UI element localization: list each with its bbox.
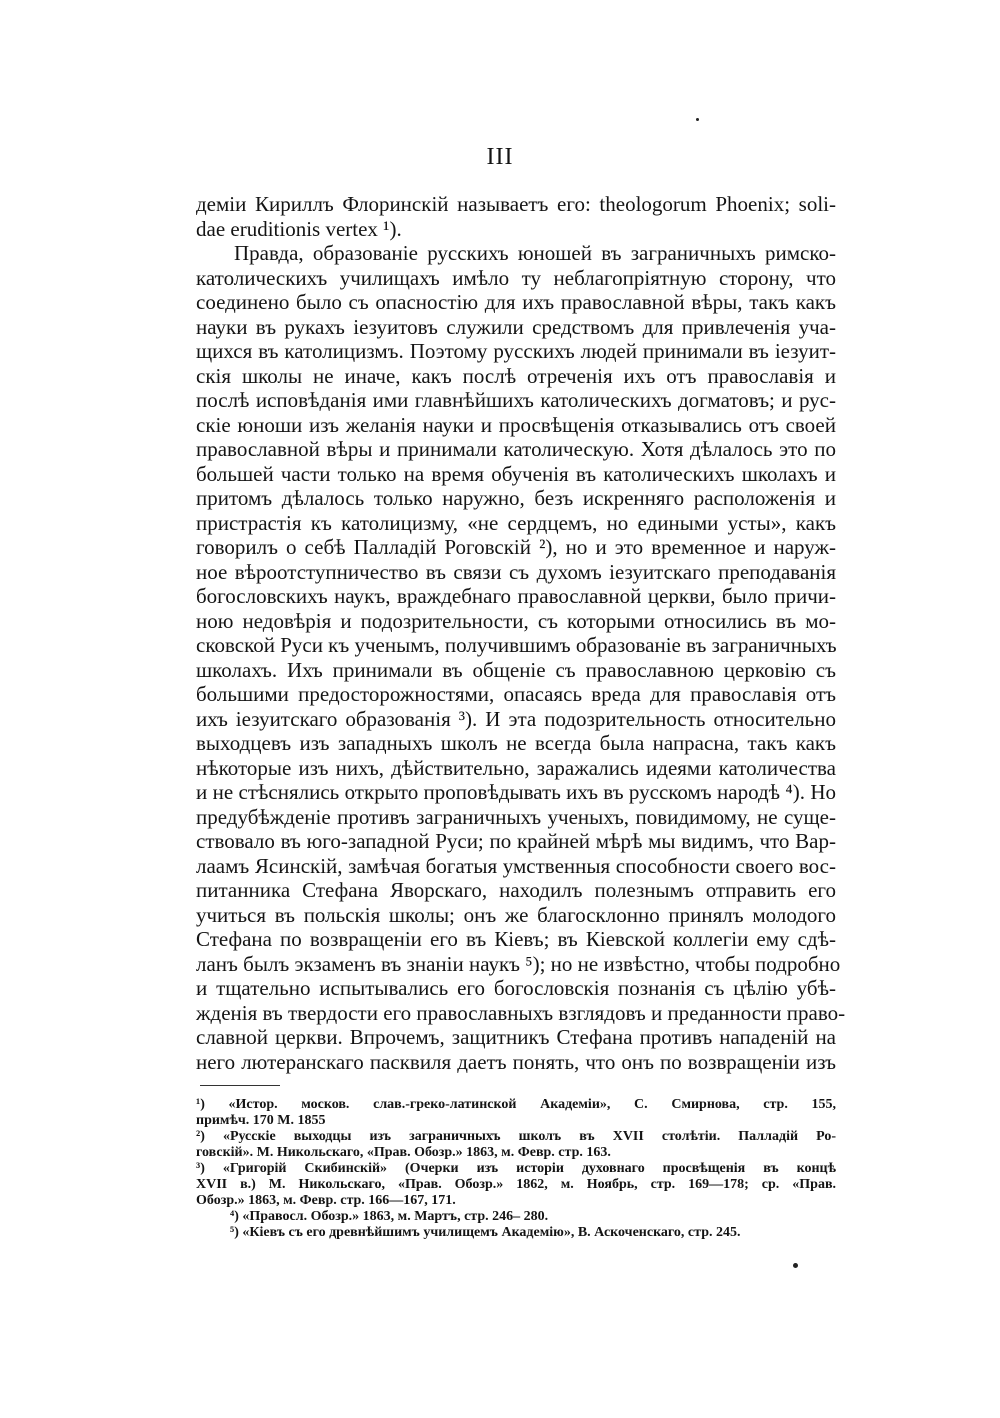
text-line: послѣ исповѣданія ими главнѣйшихъ католическихъ догматовъ; и рус- — [196, 388, 836, 412]
footnote-line: ⁴) «Правосл. Обозр.» 1863, м. Мартъ, стр. 246– 280. — [230, 1209, 549, 1224]
footnote-line: примѣч. 170 М. 1855 — [196, 1113, 326, 1128]
text-line: ствовало въ юго-западной Руси; по крайней мѣрѣ мы видимъ, что Вар- — [196, 829, 836, 853]
page-number: III — [486, 144, 514, 170]
text-line: деміи Кириллъ Флоринскій называетъ его: theologorum Phoenix; soli- — [196, 192, 836, 216]
footnote-line: ²) «Русскіе выходцы изъ заграничныхъ школъ въ XVII столѣтіи. Палладій Ро- — [196, 1129, 836, 1144]
text-line: говорилъ о себѣ Палладій Роговскій ²), но и это временное и наруж- — [196, 535, 836, 559]
text-line: лаамъ Ясинскій, замѣчая богатыя умственныя способности своего вос- — [196, 853, 836, 878]
footnote-line: ¹) «Истор. москов. слав.-греко-латинской Академіи», С. Смирнова, стр. 155, — [196, 1097, 836, 1112]
text-line: учиться въ польскія школы; онъ же благосклонно принялъ молодого — [196, 902, 836, 927]
text-line: ное вѣроотступничество въ связи съ духомъ іезуитскаго преподаванія — [196, 559, 836, 584]
text-line: пристрастія къ католицизму, «не сердцемъ, но едиными усты», какъ — [196, 510, 836, 535]
text-line: предубѣжденіе противъ заграничныхъ ученыхъ, повидимому, не суще- — [196, 804, 836, 829]
text-line: него лютеранскаго пасквиля даетъ понять, что онъ по возвращеніи изъ — [196, 1049, 836, 1074]
paragraph-start-line: Правда, образованіе русскихъ юношей въ заграничныхъ римско- — [234, 241, 836, 265]
footnote-line: ⁵) «Кіевъ съ его древнѣйшимъ училищемъ Академію», В. Аскоченскаго, стр. 245. — [230, 1225, 741, 1240]
text-line: соединено было съ опасностію для ихъ православной вѣры, такъ какъ — [196, 290, 836, 314]
text-line: притомъ дѣлалось только наружно, безъ искренняго расположенія и — [196, 486, 836, 510]
text-line: школахъ. Ихъ принимали въ общеніе съ православною церковію съ — [196, 657, 836, 682]
text-line: сковской Руси къ ученымъ, получившимъ образованіе въ заграничныхъ — [196, 633, 837, 657]
text-line: щихся въ католицизмъ. Поэтому русскихъ людей принимали въ іезуит- — [196, 339, 836, 363]
text-line: православной вѣры и принимали католическую. Хотя дѣлалось это по — [196, 437, 836, 461]
text-line: Стефана по возвращеніи его въ Кіевъ; въ Кіевской коллегіи ему сдѣ- — [196, 927, 836, 951]
body-text — [196, 192, 846, 1074]
footnotes — [196, 1097, 836, 1241]
text-line: и тщательно испытывались его богословскія познанія съ цѣлію убѣ- — [196, 976, 836, 1000]
footnote-line: XVII в.) М. Никольскаго, «Прав. Обозр.» 1862, м. Ноябрь, стр. 169—178; ср. «Прав. — [196, 1177, 836, 1192]
text-line: dae eruditionis vertex ¹). — [196, 216, 402, 241]
footnote-line: ³) «Григорій Скибинскій» (Очерки изъ исторіи духовнаго просвѣщенія въ концѣ — [196, 1161, 836, 1176]
text-line: ихъ іезуитскаго образованія ³). И эта подозрительность относительно — [196, 706, 836, 731]
text-line: науки въ рукахъ іезуитовъ служили средствомъ для привлеченія уча- — [196, 314, 836, 339]
text-line: католическихъ училищахъ имѣло ту неблагопріятную сторону, что — [196, 265, 836, 290]
ink-speck — [696, 118, 699, 121]
footnote-divider — [200, 1085, 280, 1086]
text-line: богословскихъ наукъ, враждебнаго православной церкви, было причи- — [196, 584, 836, 608]
text-line: скія школы не иначе, какъ послѣ отреченія ихъ отъ православія и — [196, 363, 836, 388]
text-line: выходцевъ изъ западныхъ школъ не всегда была напрасна, такъ какъ — [196, 731, 836, 755]
ink-speck — [793, 1263, 798, 1268]
text-line: большей части только на время обученія въ католическихъ школахъ и — [196, 461, 836, 486]
text-line: жденія въ твердости его православныхъ взглядовъ и преданности право- — [196, 1000, 846, 1025]
text-line: нѣкоторые изъ нихъ, дѣйствительно, заражались идеями католичества — [196, 755, 836, 780]
footnote-line: говскій». М. Никольскаго, «Прав. Обозр.» 1863, м. Февр. стр. 163. — [196, 1145, 611, 1160]
text-line: ланъ былъ экзаменъ въ знаніи наукъ ⁵); но не извѣстно, чтобы подробно — [196, 951, 841, 976]
text-line: питанника Стефана Яворскаго, находилъ полезнымъ отправить его — [196, 878, 836, 902]
text-line: славной церкви. Впрочемъ, защитникъ Стефана противъ нападеній на — [196, 1025, 836, 1049]
footnote-line: Обозр.» 1863, м. Февр. стр. 166—167, 171. — [196, 1193, 456, 1208]
text-line: большими предосторожностями, опасаясь вреда для православія отъ — [196, 682, 836, 706]
text-line: ною недовѣрія и подозрительности, съ которыми относились въ мо- — [196, 608, 836, 633]
text-line: и не стѣснялись открыто проповѣдывать ихъ въ русскомъ народѣ ⁴). Но — [196, 780, 836, 804]
text-line: скіе юноши изъ желанія науки и просвѣщенія отказывались отъ своей — [196, 412, 836, 437]
